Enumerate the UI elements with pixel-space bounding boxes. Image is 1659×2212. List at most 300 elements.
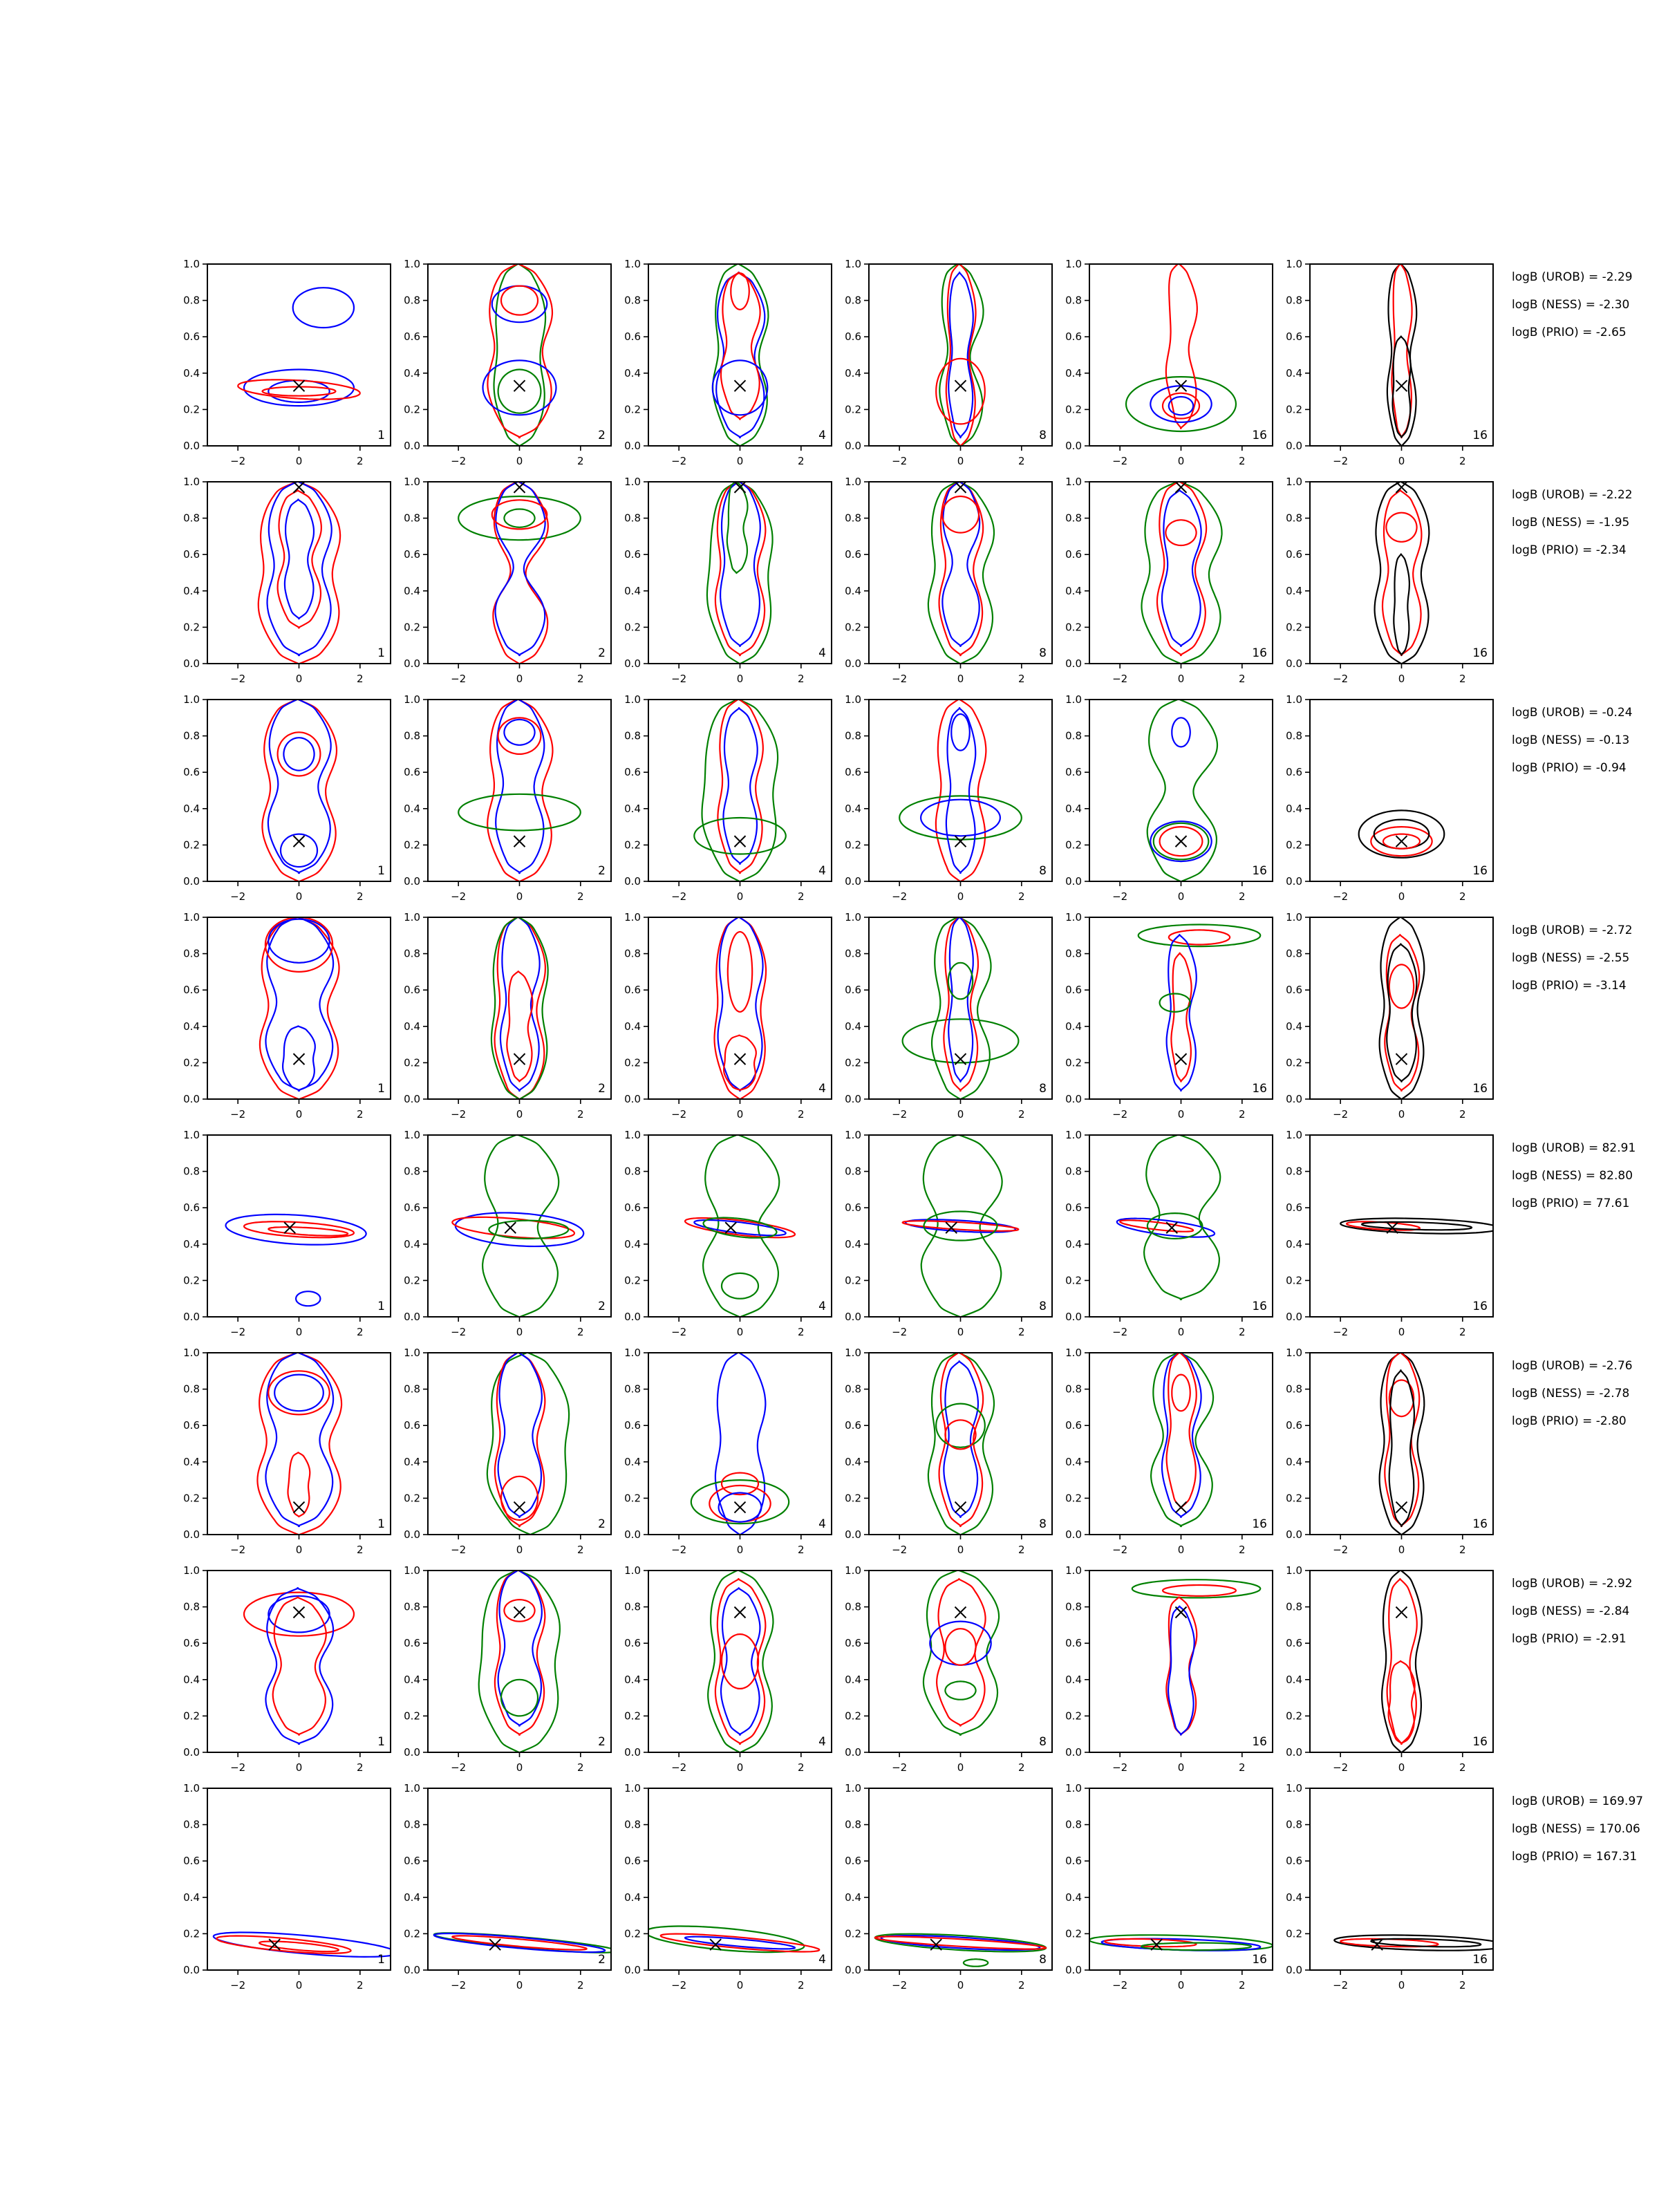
- y-tick-label: 0.6: [183, 984, 200, 997]
- y-tick-label: 0.2: [404, 1927, 420, 1940]
- x-tick-label: 0: [516, 455, 523, 467]
- y-tick-label: 1.0: [624, 1347, 641, 1359]
- y-tick-label: 0.8: [624, 1165, 641, 1178]
- y-tick-label: 0.4: [183, 1237, 200, 1250]
- y-tick-label: 0.0: [845, 1528, 861, 1541]
- y-tick-label: 0.2: [1286, 403, 1302, 416]
- panel-r5-c3: [624, 1129, 832, 1338]
- y-tick-label: 1.0: [845, 1782, 861, 1794]
- contour-group: [708, 1570, 773, 1754]
- y-tick-label: 0.8: [1286, 947, 1302, 960]
- contour-3: [721, 272, 760, 420]
- x-tick-label: 2: [798, 1544, 805, 1556]
- y-tick-label: 0.6: [183, 1419, 200, 1432]
- panel-r1-c3: [624, 258, 832, 467]
- y-tick-label: 0.8: [1065, 1600, 1082, 1613]
- panel-tag: 8: [1039, 1082, 1047, 1096]
- y-tick-label: 0.2: [1065, 1927, 1082, 1940]
- bayes-factor-2: logB (NESS) = -1.95: [1512, 516, 1630, 529]
- truth-marker: [1396, 1502, 1407, 1513]
- truth-marker: [955, 836, 966, 847]
- contour-1: [259, 481, 340, 665]
- contour-4: [694, 818, 786, 854]
- contour-2: [268, 481, 332, 655]
- contour-5: [263, 387, 336, 396]
- y-tick-label: 0.8: [183, 947, 200, 960]
- y-tick-label: 0.8: [1065, 294, 1082, 307]
- y-tick-label: 1.0: [183, 911, 200, 924]
- y-tick-label: 0.8: [404, 1165, 420, 1178]
- x-tick-label: 2: [577, 1544, 584, 1556]
- y-tick-label: 0.2: [1286, 621, 1302, 634]
- x-tick-label: 0: [1398, 890, 1405, 903]
- contour-1: [495, 917, 545, 1100]
- x-tick-label: −2: [1333, 1108, 1349, 1121]
- panel-tag: 1: [377, 429, 385, 442]
- panel-tag: 1: [377, 1300, 385, 1313]
- x-tick-label: −2: [892, 1544, 908, 1556]
- y-tick-label: 0.2: [624, 838, 641, 852]
- axes-frame: [869, 482, 1052, 664]
- x-tick-label: 2: [1018, 1326, 1025, 1338]
- truth-marker: [1176, 1502, 1187, 1513]
- x-tick-label: −2: [451, 1108, 467, 1121]
- contour-2: [718, 699, 762, 873]
- contour-group: [1151, 1352, 1213, 1526]
- panel-r7-c1: [183, 1564, 391, 1774]
- y-tick-label: 0.4: [404, 1891, 420, 1904]
- y-tick-label: 0.8: [1286, 1382, 1302, 1396]
- contour-group: [1382, 1570, 1422, 1754]
- y-tick-label: 0.8: [1065, 1165, 1082, 1178]
- panel-tag: 2: [598, 1735, 606, 1749]
- contour-4: [1172, 1375, 1190, 1412]
- y-tick-label: 0.8: [845, 294, 861, 307]
- x-tick-label: 0: [1177, 455, 1185, 467]
- x-tick-label: 2: [1018, 1979, 1025, 1991]
- x-tick-label: 0: [1398, 1761, 1405, 1774]
- y-tick-label: 0.8: [845, 1818, 861, 1831]
- x-tick-label: 0: [516, 673, 523, 685]
- x-tick-label: 2: [1239, 1108, 1246, 1121]
- x-tick-label: −2: [671, 1108, 687, 1121]
- bayes-factor-1: logB (UROB) = -0.24: [1512, 706, 1633, 720]
- x-tick-label: −2: [451, 1326, 467, 1338]
- y-tick-label: 0.2: [624, 403, 641, 416]
- x-tick-label: 0: [1177, 1108, 1185, 1121]
- y-tick-label: 0.2: [1286, 1056, 1302, 1069]
- y-tick-label: 0.4: [183, 1455, 200, 1468]
- y-tick-label: 0.4: [845, 1891, 861, 1904]
- x-tick-label: 0: [295, 1108, 303, 1121]
- contour-4: [964, 1959, 988, 1967]
- panel-tag: 4: [818, 1517, 826, 1531]
- y-tick-label: 0.0: [183, 1964, 200, 1976]
- y-tick-label: 0.6: [404, 1419, 420, 1432]
- contour-4: [727, 481, 748, 573]
- truth-marker: [735, 482, 746, 493]
- y-tick-label: 0.0: [845, 875, 861, 888]
- panel-tag: 8: [1039, 1517, 1047, 1531]
- y-tick-label: 0.4: [624, 1455, 641, 1468]
- x-tick-label: 0: [516, 890, 523, 903]
- y-tick-label: 0.0: [845, 1311, 861, 1323]
- y-tick-label: 1.0: [404, 1564, 420, 1577]
- contour-4: [936, 359, 985, 424]
- y-tick-label: 0.4: [1286, 1020, 1302, 1033]
- panel-r7-c4: [845, 1564, 1052, 1774]
- y-tick-label: 0.4: [845, 1237, 861, 1250]
- bayes-factor-3: logB (PRIO) = -2.91: [1512, 1632, 1627, 1646]
- panel-r6-c3: [624, 1347, 832, 1556]
- panel-tag: 16: [1252, 1735, 1267, 1749]
- axes-frame: [1310, 482, 1493, 664]
- contour-group: [479, 1570, 560, 1754]
- panel-tag: 16: [1472, 429, 1488, 442]
- bayes-factor-2: logB (NESS) = -0.13: [1512, 733, 1630, 747]
- bayes-factor-1: logB (UROB) = -2.72: [1512, 924, 1633, 937]
- truth-marker: [946, 1222, 957, 1233]
- contour-group: [1387, 263, 1416, 447]
- y-tick-label: 0.2: [624, 1927, 641, 1940]
- y-tick-label: 1.0: [1286, 258, 1302, 270]
- contour-4: [951, 714, 970, 751]
- y-tick-label: 1.0: [845, 1129, 861, 1141]
- y-tick-label: 0.0: [845, 657, 861, 670]
- y-tick-label: 1.0: [183, 1782, 200, 1794]
- y-tick-label: 0.0: [1286, 1311, 1302, 1323]
- y-tick-label: 0.4: [404, 1020, 420, 1033]
- panel-tag: 16: [1252, 864, 1267, 878]
- y-tick-label: 0.4: [404, 802, 420, 815]
- x-tick-label: 0: [1177, 1761, 1185, 1774]
- x-tick-label: 0: [736, 1761, 744, 1774]
- truth-marker: [514, 1502, 525, 1513]
- x-tick-label: 0: [957, 1979, 964, 1991]
- panel-r1-c6: [1286, 258, 1493, 467]
- contour-3: [498, 1352, 542, 1517]
- panel-tag: 16: [1472, 1517, 1488, 1531]
- y-tick-label: 0.6: [845, 1419, 861, 1432]
- contour-group: [244, 1588, 354, 1744]
- y-tick-label: 0.0: [624, 1093, 641, 1105]
- y-tick-label: 0.6: [1286, 1419, 1302, 1432]
- contour-1: [1334, 1935, 1505, 1950]
- x-tick-label: 0: [957, 890, 964, 903]
- x-tick-label: 0: [736, 890, 744, 903]
- contour-3: [1150, 386, 1211, 422]
- x-tick-label: 2: [357, 1761, 364, 1774]
- y-tick-label: 0.2: [404, 1274, 420, 1287]
- y-tick-label: 0.6: [1286, 330, 1302, 344]
- bayes-factor-2: logB (NESS) = 170.06: [1512, 1822, 1640, 1836]
- y-tick-label: 0.0: [845, 1093, 861, 1105]
- truth-marker: [735, 380, 746, 391]
- y-tick-label: 0.2: [624, 1274, 641, 1287]
- y-tick-label: 0.6: [1065, 1419, 1082, 1432]
- contour-4: [722, 1473, 758, 1495]
- x-tick-label: −2: [230, 1979, 246, 1991]
- contour-group: [1126, 263, 1236, 431]
- contour-1: [939, 263, 983, 447]
- y-tick-label: 0.4: [404, 1673, 420, 1686]
- y-tick-label: 0.2: [183, 1274, 200, 1287]
- contour-group: [458, 699, 581, 883]
- panel-tag: 16: [1252, 1300, 1267, 1313]
- contour-3: [944, 917, 978, 1091]
- bayes-factor-2: logB (NESS) = -2.55: [1512, 951, 1630, 965]
- y-tick-label: 0.2: [1065, 1274, 1082, 1287]
- contour-1: [921, 1134, 1002, 1318]
- y-tick-label: 0.6: [845, 548, 861, 561]
- panel-r2-c6: [1286, 476, 1493, 685]
- bayes-factor-1: logB (UROB) = 82.91: [1512, 1141, 1636, 1155]
- panel-r7-c3: [624, 1564, 832, 1774]
- contour-2: [1163, 1585, 1236, 1596]
- contour-5: [1160, 994, 1190, 1012]
- panel-tag: 1: [377, 864, 385, 878]
- bayes-factor-2: logB (NESS) = -2.84: [1512, 1604, 1630, 1618]
- axes-frame: [207, 700, 391, 881]
- contour-3: [1389, 964, 1414, 1008]
- bayes-factor-2: logB (NESS) = 82.80: [1512, 1169, 1633, 1183]
- panel-r4-c5: [1065, 911, 1273, 1121]
- panel-r1-c2: [404, 258, 611, 467]
- y-tick-label: 0.0: [1286, 440, 1302, 452]
- panel-r5-c6: [1286, 1129, 1499, 1338]
- panel-r3-c5: [1065, 693, 1273, 903]
- x-tick-label: 2: [1459, 1326, 1466, 1338]
- truth-marker: [735, 1502, 746, 1513]
- y-tick-label: 0.8: [624, 512, 641, 525]
- contour-group: [226, 1215, 366, 1306]
- y-tick-label: 0.0: [1065, 1528, 1082, 1541]
- y-tick-label: 0.6: [1065, 330, 1082, 344]
- panel-r6-c6: [1286, 1347, 1493, 1556]
- x-tick-label: 2: [1459, 673, 1466, 685]
- y-tick-label: 0.4: [183, 366, 200, 379]
- x-tick-label: 2: [1018, 455, 1025, 467]
- x-tick-label: 0: [1177, 1544, 1185, 1556]
- y-tick-label: 0.6: [404, 330, 420, 344]
- panel-r7-c5: [1065, 1564, 1273, 1774]
- panel-r3-c3: [624, 693, 832, 903]
- y-tick-label: 0.0: [404, 1528, 420, 1541]
- panel-tag: 16: [1472, 1735, 1488, 1749]
- y-tick-label: 0.4: [1065, 584, 1082, 597]
- panel-tag: 8: [1039, 1300, 1047, 1313]
- contour-1: [1375, 481, 1430, 665]
- y-tick-label: 1.0: [1065, 911, 1082, 924]
- contour-group: [1334, 1935, 1505, 1950]
- y-tick-label: 1.0: [1065, 476, 1082, 488]
- contour-4: [1168, 1606, 1194, 1735]
- y-tick-label: 0.2: [845, 1274, 861, 1287]
- y-tick-label: 0.6: [624, 1201, 641, 1215]
- truth-marker: [294, 836, 305, 847]
- y-tick-label: 1.0: [404, 1782, 420, 1794]
- contour-2: [1385, 1352, 1419, 1526]
- axes-frame: [1310, 700, 1493, 881]
- y-tick-label: 0.2: [183, 621, 200, 634]
- x-tick-label: −2: [671, 1544, 687, 1556]
- x-tick-label: 2: [357, 1979, 364, 1991]
- contour-4: [501, 1477, 538, 1520]
- x-tick-label: 2: [577, 1979, 584, 1991]
- y-tick-label: 0.6: [1286, 548, 1302, 561]
- y-tick-label: 0.2: [1286, 838, 1302, 852]
- y-tick-label: 0.2: [845, 1492, 861, 1505]
- y-tick-label: 0.2: [845, 621, 861, 634]
- y-tick-label: 0.6: [1065, 984, 1082, 997]
- contour-3: [721, 1588, 760, 1735]
- x-tick-label: −2: [1112, 1544, 1128, 1556]
- y-tick-label: 0.8: [404, 729, 420, 742]
- y-tick-label: 0.0: [404, 1964, 420, 1976]
- x-tick-label: −2: [671, 890, 687, 903]
- y-tick-label: 0.8: [1286, 729, 1302, 742]
- bayes-factor-1: logB (UROB) = -2.92: [1512, 1577, 1633, 1591]
- y-tick-label: 0.0: [183, 1093, 200, 1105]
- truth-marker: [1176, 1053, 1187, 1065]
- x-tick-label: −2: [451, 673, 467, 685]
- y-tick-label: 1.0: [183, 1564, 200, 1577]
- bayes-factor-1: logB (UROB) = 169.97: [1512, 1794, 1644, 1808]
- y-tick-label: 0.0: [404, 1311, 420, 1323]
- panel-r8-c1: [183, 1782, 397, 1991]
- panel-tag: 2: [598, 1517, 606, 1531]
- contour-3: [903, 1221, 1019, 1231]
- y-tick-label: 0.2: [404, 1056, 420, 1069]
- x-tick-label: 2: [1239, 455, 1246, 467]
- y-tick-label: 1.0: [1286, 911, 1302, 924]
- contour-4: [268, 919, 329, 963]
- y-tick-label: 0.6: [1286, 766, 1302, 779]
- panel-tag: 16: [1472, 1300, 1488, 1313]
- y-tick-label: 1.0: [183, 1347, 200, 1359]
- panel-r4-c3: [624, 911, 832, 1121]
- x-tick-label: 2: [798, 1326, 805, 1338]
- y-tick-label: 0.6: [183, 548, 200, 561]
- contour-4: [945, 1629, 975, 1665]
- x-tick-label: 2: [1018, 673, 1025, 685]
- contour-4: [285, 499, 314, 619]
- x-tick-label: −2: [230, 1544, 246, 1556]
- panel-tag: 1: [377, 1082, 385, 1096]
- y-tick-label: 0.6: [1065, 1201, 1082, 1215]
- contour-group: [694, 699, 786, 883]
- y-tick-label: 0.4: [1286, 1673, 1302, 1686]
- y-tick-label: 1.0: [1286, 693, 1302, 706]
- y-tick-label: 0.2: [1286, 1274, 1302, 1287]
- y-tick-label: 1.0: [1286, 1564, 1302, 1577]
- panel-r8-c6: [1286, 1782, 1506, 1991]
- panel-r3-c2: [404, 693, 611, 903]
- y-tick-label: 1.0: [624, 476, 641, 488]
- y-tick-label: 0.6: [845, 1201, 861, 1215]
- y-tick-label: 0.8: [845, 947, 861, 960]
- contour-4: [942, 496, 979, 533]
- x-tick-label: 2: [577, 1108, 584, 1121]
- y-tick-label: 0.8: [1286, 294, 1302, 307]
- panel-r1-c5: [1065, 258, 1273, 467]
- panel-tag: 4: [818, 646, 826, 660]
- contour-2: [1157, 481, 1206, 655]
- x-tick-label: −2: [1112, 1326, 1128, 1338]
- contour-1: [1141, 481, 1221, 665]
- panel-tag: 2: [598, 1082, 606, 1096]
- y-tick-label: 0.4: [404, 584, 420, 597]
- y-tick-label: 0.0: [1286, 875, 1302, 888]
- y-tick-label: 0.8: [404, 1382, 420, 1396]
- y-tick-label: 0.8: [183, 1818, 200, 1831]
- contour-group: [238, 288, 360, 406]
- x-tick-label: −2: [230, 455, 246, 467]
- truth-marker: [1396, 1606, 1407, 1618]
- y-tick-label: 0.8: [1065, 729, 1082, 742]
- contour-group: [1141, 481, 1221, 665]
- y-tick-label: 0.4: [1065, 1891, 1082, 1904]
- contour-1: [226, 1215, 366, 1245]
- contour-group: [936, 263, 985, 447]
- y-tick-label: 0.2: [183, 403, 200, 416]
- contour-1: [936, 699, 986, 883]
- truth-marker: [514, 1606, 525, 1618]
- panel-tag: 2: [598, 1300, 606, 1313]
- contour-2: [937, 1579, 985, 1726]
- y-tick-label: 0.6: [845, 766, 861, 779]
- contour-group: [487, 1352, 569, 1536]
- contour-group: [928, 481, 994, 665]
- y-tick-label: 0.8: [624, 1600, 641, 1613]
- y-tick-label: 0.2: [1286, 1709, 1302, 1723]
- truth-marker: [955, 1502, 966, 1513]
- y-tick-label: 0.4: [624, 802, 641, 815]
- x-tick-label: 2: [1239, 1326, 1246, 1338]
- y-tick-label: 1.0: [404, 258, 420, 270]
- y-tick-label: 0.0: [404, 1093, 420, 1105]
- x-tick-label: −2: [1333, 1761, 1349, 1774]
- y-tick-label: 0.4: [624, 1673, 641, 1686]
- truth-marker: [514, 836, 525, 847]
- x-tick-label: 0: [295, 455, 303, 467]
- y-tick-label: 0.2: [404, 1709, 420, 1723]
- contour-5: [504, 509, 534, 527]
- y-tick-label: 0.0: [1065, 657, 1082, 670]
- y-tick-label: 0.0: [624, 1311, 641, 1323]
- y-tick-label: 0.4: [845, 1673, 861, 1686]
- axes-frame: [428, 1788, 611, 1970]
- x-tick-label: −2: [671, 1979, 687, 1991]
- y-tick-label: 0.2: [183, 1709, 200, 1723]
- y-tick-label: 0.8: [1286, 1600, 1302, 1613]
- y-tick-label: 0.6: [1065, 1855, 1082, 1868]
- x-tick-label: 2: [577, 673, 584, 685]
- x-tick-label: −2: [451, 890, 467, 903]
- y-tick-label: 0.4: [183, 1673, 200, 1686]
- contour-1: [487, 699, 552, 883]
- truth-marker: [735, 836, 746, 847]
- panel-tag: 2: [598, 1953, 606, 1967]
- y-tick-label: 0.0: [1286, 1964, 1302, 1976]
- y-tick-label: 0.8: [624, 1382, 641, 1396]
- y-tick-label: 0.4: [183, 1020, 200, 1033]
- x-tick-label: 0: [1398, 1326, 1405, 1338]
- axes-frame: [428, 700, 611, 881]
- x-tick-label: −2: [671, 1326, 687, 1338]
- y-tick-label: 1.0: [1065, 1129, 1082, 1141]
- contour-4: [273, 1597, 326, 1734]
